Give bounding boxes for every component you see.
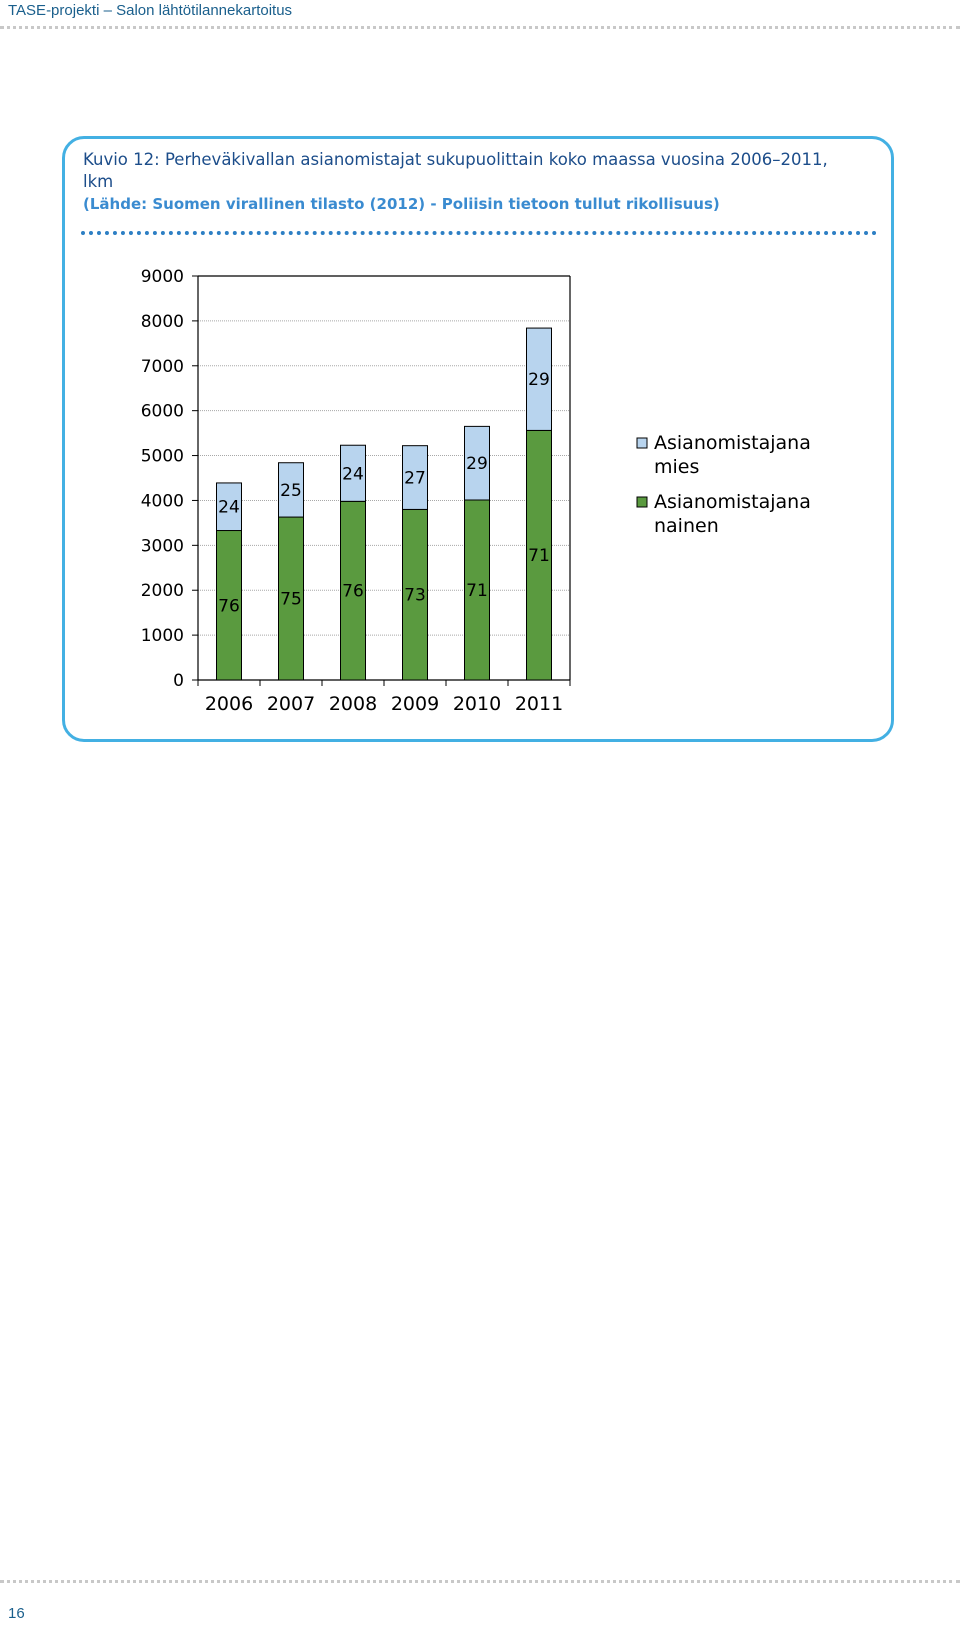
- y-tick-label: 9000: [140, 267, 184, 287]
- legend-label: mies: [654, 456, 700, 478]
- legend-label: Asianomistajana: [654, 491, 811, 513]
- x-tick-label: 2010: [452, 693, 502, 715]
- x-tick-label: 2007: [266, 693, 316, 715]
- data-label-male: 29: [528, 370, 550, 391]
- data-label-male: 24: [342, 464, 364, 485]
- data-label-male: 29: [466, 454, 488, 475]
- data-label-male: 25: [280, 480, 302, 501]
- data-label-female: 76: [342, 581, 364, 602]
- page-number: 16: [8, 1605, 25, 1622]
- x-tick-label: 2008: [328, 693, 378, 715]
- y-tick-label: 0: [173, 671, 184, 691]
- y-tick-label: 7000: [140, 356, 184, 377]
- data-label-male: 27: [404, 468, 426, 489]
- y-tick-label: 8000: [140, 311, 184, 332]
- data-label-female: 71: [466, 580, 488, 601]
- running-header: TASE-projekti – Salon lähtötilannekartoitus: [8, 2, 293, 19]
- data-label-female: 73: [404, 585, 426, 606]
- legend-swatch: [637, 438, 647, 448]
- figure-source: (Lähde: Suomen virallinen tilasto (2012) - Poliisin tietoon tullut rikollisuus): [83, 195, 720, 213]
- y-tick-label: 2000: [140, 581, 184, 602]
- data-label-female: 71: [528, 546, 550, 567]
- y-tick-label: 5000: [140, 446, 184, 467]
- figure-title: Kuvio 12: Perheväkivallan asianomistajat sukupuolittain koko maassa vuosina 2006–2011, lkm: [83, 150, 828, 191]
- stacked-bar-chart: [0, 0, 960, 760]
- data-label-female: 76: [218, 596, 240, 617]
- x-tick-label: 2009: [390, 693, 440, 715]
- data-label-female: 75: [280, 589, 302, 610]
- x-tick-label: 2006: [204, 693, 254, 715]
- x-tick-label: 2011: [514, 693, 564, 715]
- y-tick-label: 4000: [140, 491, 184, 512]
- legend-swatch: [637, 497, 647, 507]
- y-tick-label: 6000: [140, 401, 184, 422]
- y-tick-label: 1000: [140, 626, 184, 647]
- data-label-male: 24: [218, 497, 240, 518]
- footer-divider: [0, 1580, 960, 1583]
- legend-label: Asianomistajana: [654, 432, 811, 454]
- y-tick-label: 3000: [140, 536, 184, 557]
- legend-label: nainen: [654, 515, 719, 537]
